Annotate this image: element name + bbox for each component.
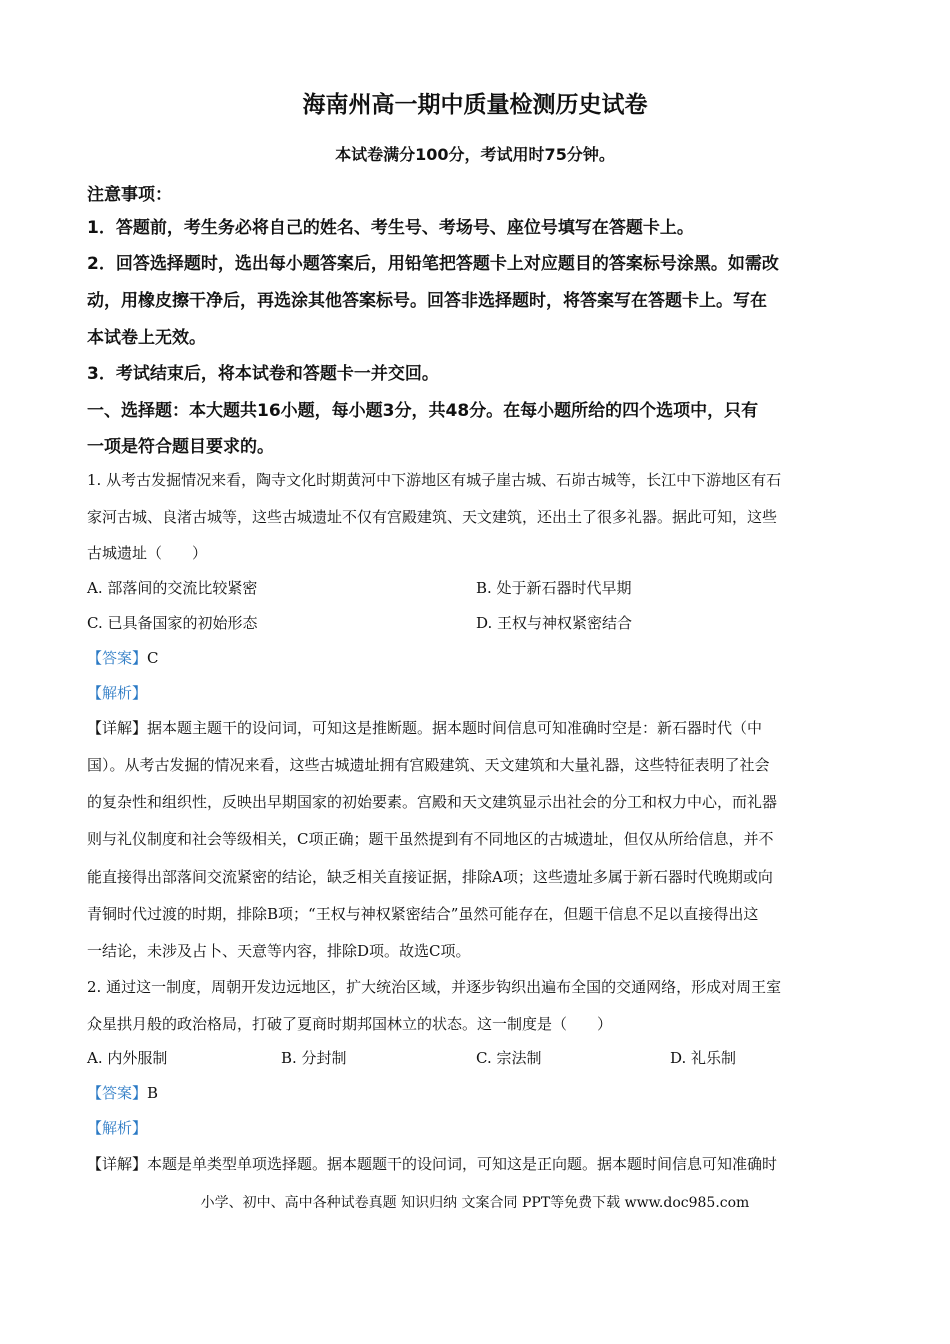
answer-line (87, 647, 867, 668)
question-stem: 众星拱月般的政治格局，打破了夏商时期邦国林立的状态。这一制度是（ ） (87, 1015, 613, 1033)
detail-tag: 【详解】 (87, 719, 148, 737)
detail-text: 青铜时代过渡的时期，排除B项；“王权与神权紧密结合”虽然可能存在，但题干信息不足以直接得出这 (87, 905, 759, 923)
answer-value: B (147, 1084, 159, 1102)
detail-text: 据本题主题干的设问词，可知这是推断题。据本题时间信息可知准确时空是：新石器时代（中 (147, 719, 763, 737)
option-b: B. 分封制 (281, 1049, 347, 1067)
option-a: A. 部落间的交流比较紧密 (87, 579, 258, 597)
analysis-line (87, 682, 867, 703)
question-stem: 1. 从考古发掘情况来看，陶寺文化时期黄河中下游地区有城子崖古城、石峁古城等，长江中下游地区有石 (87, 471, 782, 489)
option-c: C. 已具备国家的初始形态 (87, 614, 258, 632)
notice-line: 1．答题前，考生务必将自己的姓名、考生号、考场号、座位号填写在答题卡上。 (87, 218, 694, 238)
detail-text: 则与礼仪制度和社会等级相关，C项正确；题干虽然提到有不同地区的古城遗址，但仅从所给信息，并不 (87, 830, 774, 848)
section-heading: 一项是符合题目要求的。 (87, 437, 274, 457)
analysis-line (87, 1117, 867, 1138)
answer-line (87, 1082, 867, 1103)
option-d: D. 礼乐制 (670, 1049, 737, 1067)
notice-line: 2．回答选择题时，选出每小题答案后，用铅笔把答题卡上对应题目的答案标号涂黑。如需改 (87, 254, 779, 274)
option-d: D. 王权与神权紧密结合 (476, 614, 633, 632)
detail-text: 一结论，未涉及占卜、天意等内容，排除D项。故选C项。 (87, 942, 471, 960)
question-stem: 家河古城、良渚古城等，这些古城遗址不仅有宫殿建筑、天文建筑，还出土了很多礼器。据此可知，这些 (87, 508, 778, 526)
analysis-tag: 【解析】 (87, 1119, 148, 1137)
answer-value: C (147, 649, 159, 667)
page-title: 海南州高一期中质量检测历史试卷 (302, 92, 648, 118)
detail-text: 国）。从考古发掘的情况来看，这些古城遗址拥有宫殿建筑、天文建筑和大量礼器，这些特征表明了社会 (87, 756, 770, 774)
detail-text: 能直接得出部落间交流紧密的结论，缺乏相关直接证据，排除A项；这些遗址多属于新石器时代晚期或向 (87, 868, 773, 886)
footer-text: 小学、初中、高中各种试卷真题 知识归纳 文案合同 PPT等免费下载 www.doc985.com (200, 1195, 750, 1211)
detail-text: 的复杂性和组织性，反映出早期国家的初始要素。宫殿和天文建筑显示出社会的分工和权力中心，而礼器 (87, 793, 778, 811)
detail-tag: 【详解】 (87, 1155, 148, 1173)
analysis-tag: 【解析】 (87, 684, 148, 702)
answer-tag: 【答案】 (87, 1084, 148, 1102)
answer-tag: 【答案】 (87, 649, 148, 667)
section-heading: 一、选择题：本大题共16小题，每小题3分，共48分。在每小题所给的四个选项中，只有 (87, 401, 759, 421)
option-c: C. 宗法制 (476, 1049, 542, 1067)
detail-text: 本题是单类型单项选择题。据本题题干的设问词，可知这是正向题。据本题时间信息可知准确时 (147, 1155, 778, 1173)
detail-line (87, 1153, 867, 1174)
detail-line (87, 717, 867, 738)
notice-line: 本试卷上无效。 (87, 328, 206, 348)
question-stem: 古城遗址（ ） (87, 544, 208, 562)
notice-line: 3．考试结束后，将本试卷和答题卡一并交回。 (87, 364, 439, 384)
exam-info: 本试卷满分100分，考试用时75分钟。 (335, 145, 615, 164)
option-b: B. 处于新石器时代早期 (476, 579, 632, 597)
question-stem: 2. 通过这一制度，周朝开发边远地区，扩大统治区域，并逐步钩织出遍布全国的交通网络，形成对周王室 (87, 978, 782, 996)
notice-heading: 注意事项： (87, 185, 172, 205)
option-a: A. 内外服制 (87, 1049, 168, 1067)
notice-line: 动，用橡皮擦干净后，再选涂其他答案标号。回答非选择题时，将答案写在答题卡上。写在 (87, 291, 767, 311)
